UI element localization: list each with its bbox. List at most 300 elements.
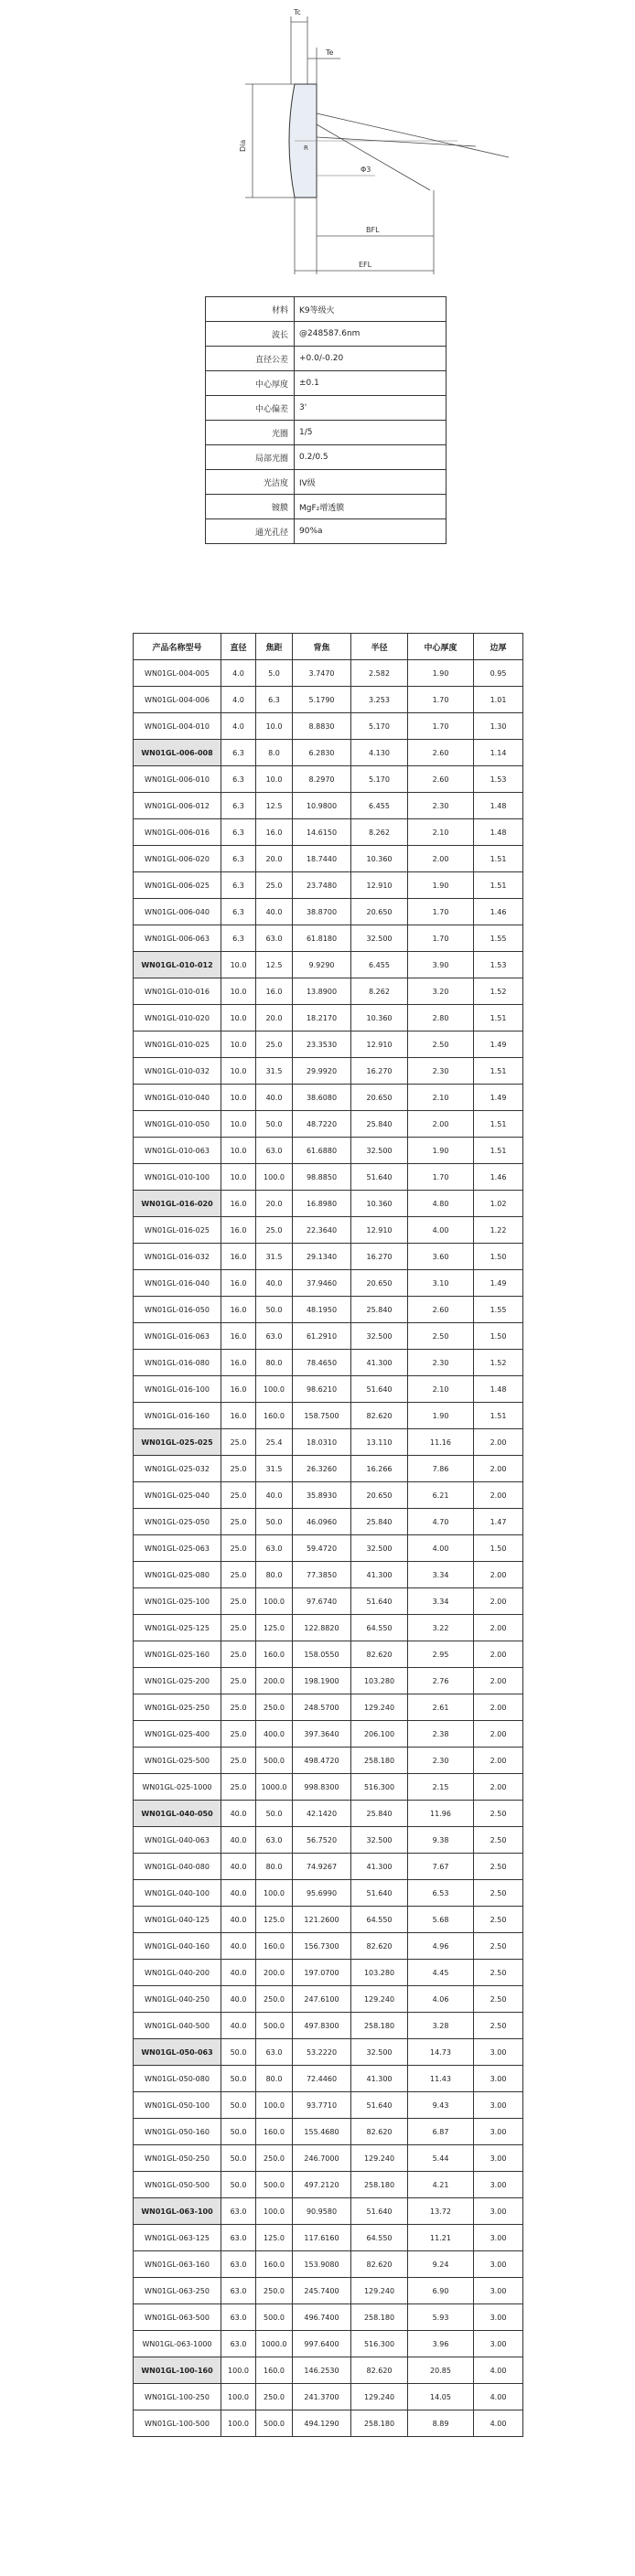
cell-radius: 5.170 xyxy=(351,766,408,793)
cell-back-focal: 14.6150 xyxy=(293,819,351,846)
table-row xyxy=(134,1403,523,1429)
cell-edge-thickness: 1.51 xyxy=(474,1058,523,1085)
cell-edge-thickness: 1.53 xyxy=(474,766,523,793)
cell-focal-length: 100.0 xyxy=(256,1880,293,1907)
cell-diameter: 25.0 xyxy=(221,1456,256,1482)
spec-value: IV级 xyxy=(295,470,447,495)
cell-focal-length: 16.0 xyxy=(256,819,293,846)
cell-edge-thickness: 2.50 xyxy=(474,1854,523,1880)
lens-diagram xyxy=(0,0,635,283)
cell-radius: 20.650 xyxy=(351,1085,408,1111)
cell-radius: 64.550 xyxy=(351,1907,408,1933)
te-label: Te xyxy=(326,48,334,57)
cell-focal-length: 40.0 xyxy=(256,1085,293,1111)
cell-radius: 32.500 xyxy=(351,1827,408,1854)
cell-back-focal: 72.4460 xyxy=(293,2066,351,2092)
spec-key: 材料 xyxy=(206,297,295,322)
cell-back-focal: 74.9267 xyxy=(293,1854,351,1880)
table-row xyxy=(134,1456,523,1482)
cell-focal-length: 125.0 xyxy=(256,2225,293,2251)
cell-back-focal: 497.8300 xyxy=(293,2013,351,2039)
bfl-label: BFL xyxy=(366,226,380,234)
cell-center-thickness: 3.96 xyxy=(408,2331,474,2357)
cell-diameter: 40.0 xyxy=(221,1801,256,1827)
table-row xyxy=(134,1694,523,1721)
cell-diameter: 10.0 xyxy=(221,1138,256,1164)
cell-model: WN01GL-016-050 xyxy=(134,1297,221,1323)
cell-radius: 51.640 xyxy=(351,1880,408,1907)
table-row xyxy=(134,1615,523,1641)
cell-focal-length: 12.5 xyxy=(256,793,293,819)
cell-back-focal: 246.7000 xyxy=(293,2145,351,2172)
cell-diameter: 6.3 xyxy=(221,819,256,846)
cell-model: WN01GL-010-100 xyxy=(134,1164,221,1191)
cell-edge-thickness: 1.49 xyxy=(474,1270,523,1297)
cell-center-thickness: 9.24 xyxy=(408,2251,474,2278)
cell-focal-length: 100.0 xyxy=(256,1588,293,1615)
table-row xyxy=(134,2172,523,2198)
cell-center-thickness: 2.60 xyxy=(408,766,474,793)
cell-radius: 516.300 xyxy=(351,2331,408,2357)
cell-diameter: 25.0 xyxy=(221,1535,256,1562)
phi-label: Φ3 xyxy=(361,166,371,174)
header-model: 产品名称型号 xyxy=(134,634,221,660)
cell-focal-length: 31.5 xyxy=(256,1244,293,1270)
cell-model: WN01GL-040-080 xyxy=(134,1854,221,1880)
cell-center-thickness: 1.70 xyxy=(408,925,474,952)
cell-model: WN01GL-025-025 xyxy=(134,1429,221,1456)
cell-edge-thickness: 3.00 xyxy=(474,2172,523,2198)
cell-center-thickness: 1.70 xyxy=(408,687,474,713)
table-row xyxy=(134,899,523,925)
table-row xyxy=(134,1058,523,1085)
spec-row xyxy=(206,347,447,371)
cell-back-focal: 153.9080 xyxy=(293,2251,351,2278)
cell-focal-length: 63.0 xyxy=(256,2039,293,2066)
cell-focal-length: 80.0 xyxy=(256,1562,293,1588)
cell-model: WN01GL-040-125 xyxy=(134,1907,221,1933)
table-row xyxy=(134,1907,523,1933)
cell-diameter: 63.0 xyxy=(221,2331,256,2357)
cell-radius: 3.253 xyxy=(351,687,408,713)
spec-row xyxy=(206,297,447,322)
cell-focal-length: 50.0 xyxy=(256,1297,293,1323)
cell-center-thickness: 5.68 xyxy=(408,1907,474,1933)
cell-back-focal: 46.0960 xyxy=(293,1509,351,1535)
cell-model: WN01GL-010-063 xyxy=(134,1138,221,1164)
cell-diameter: 63.0 xyxy=(221,2251,256,2278)
cell-radius: 51.640 xyxy=(351,2092,408,2119)
cell-model: WN01GL-050-100 xyxy=(134,2092,221,2119)
spec-key: 直径公差 xyxy=(206,347,295,371)
cell-edge-thickness: 2.00 xyxy=(474,1482,523,1509)
cell-model: WN01GL-016-063 xyxy=(134,1323,221,1350)
table-row xyxy=(134,2039,523,2066)
cell-diameter: 10.0 xyxy=(221,1058,256,1085)
cell-focal-length: 12.5 xyxy=(256,952,293,978)
cell-back-focal: 90.9580 xyxy=(293,2198,351,2225)
table-row xyxy=(134,1827,523,1854)
cell-focal-length: 500.0 xyxy=(256,2304,293,2331)
cell-edge-thickness: 1.49 xyxy=(474,1085,523,1111)
cell-edge-thickness: 1.50 xyxy=(474,1535,523,1562)
cell-edge-thickness: 1.52 xyxy=(474,1350,523,1376)
table-row xyxy=(134,1668,523,1694)
cell-model: WN01GL-040-100 xyxy=(134,1880,221,1907)
table-row xyxy=(134,687,523,713)
spec-value: K9等级火 xyxy=(295,297,447,322)
cell-diameter: 25.0 xyxy=(221,1694,256,1721)
spec-row xyxy=(206,421,447,445)
cell-focal-length: 1000.0 xyxy=(256,2331,293,2357)
cell-diameter: 4.0 xyxy=(221,660,256,687)
cell-edge-thickness: 4.00 xyxy=(474,2410,523,2437)
table-row xyxy=(134,1641,523,1668)
cell-edge-thickness: 4.00 xyxy=(474,2357,523,2384)
cell-diameter: 25.0 xyxy=(221,1748,256,1774)
cell-focal-length: 63.0 xyxy=(256,1827,293,1854)
cell-radius: 82.620 xyxy=(351,1641,408,1668)
cell-center-thickness: 2.00 xyxy=(408,846,474,872)
cell-diameter: 25.0 xyxy=(221,1774,256,1801)
cell-radius: 12.910 xyxy=(351,1031,408,1058)
cell-diameter: 16.0 xyxy=(221,1376,256,1403)
cell-edge-thickness: 3.00 xyxy=(474,2119,523,2145)
cell-diameter: 6.3 xyxy=(221,793,256,819)
cell-radius: 10.360 xyxy=(351,1191,408,1217)
cell-edge-thickness: 3.00 xyxy=(474,2251,523,2278)
spec-value: 90%a xyxy=(295,519,447,544)
cell-model: WN01GL-010-020 xyxy=(134,1005,221,1031)
spec-value: 3' xyxy=(295,396,447,421)
cell-center-thickness: 3.20 xyxy=(408,978,474,1005)
cell-edge-thickness: 2.50 xyxy=(474,1986,523,2013)
cell-radius: 206.100 xyxy=(351,1721,408,1748)
table-row xyxy=(134,1297,523,1323)
cell-back-focal: 97.6740 xyxy=(293,1588,351,1615)
cell-model: WN01GL-006-016 xyxy=(134,819,221,846)
cell-edge-thickness: 1.01 xyxy=(474,687,523,713)
cell-radius: 16.270 xyxy=(351,1244,408,1270)
table-row xyxy=(134,2013,523,2039)
cell-edge-thickness: 2.00 xyxy=(474,1668,523,1694)
cell-edge-thickness: 2.50 xyxy=(474,2013,523,2039)
cell-edge-thickness: 3.00 xyxy=(474,2066,523,2092)
cell-back-focal: 18.2170 xyxy=(293,1005,351,1031)
cell-model: WN01GL-016-025 xyxy=(134,1217,221,1244)
cell-diameter: 100.0 xyxy=(221,2384,256,2410)
cell-radius: 41.300 xyxy=(351,1350,408,1376)
cell-radius: 2.582 xyxy=(351,660,408,687)
table-row xyxy=(134,1880,523,1907)
cell-model: WN01GL-016-040 xyxy=(134,1270,221,1297)
cell-radius: 41.300 xyxy=(351,1562,408,1588)
cell-model: WN01GL-040-160 xyxy=(134,1933,221,1960)
cell-center-thickness: 2.76 xyxy=(408,1668,474,1694)
table-row xyxy=(134,1164,523,1191)
table-row xyxy=(134,819,523,846)
cell-back-focal: 98.8850 xyxy=(293,1164,351,1191)
cell-center-thickness: 6.87 xyxy=(408,2119,474,2145)
cell-back-focal: 48.1950 xyxy=(293,1297,351,1323)
cell-edge-thickness: 1.49 xyxy=(474,1031,523,1058)
spec-value: ±0.1 xyxy=(295,371,447,396)
cell-center-thickness: 2.15 xyxy=(408,1774,474,1801)
cell-center-thickness: 2.60 xyxy=(408,1297,474,1323)
cell-back-focal: 61.2910 xyxy=(293,1323,351,1350)
cell-focal-length: 125.0 xyxy=(256,1907,293,1933)
cell-back-focal: 37.9460 xyxy=(293,1270,351,1297)
cell-radius: 103.280 xyxy=(351,1960,408,1986)
cell-center-thickness: 13.72 xyxy=(408,2198,474,2225)
table-row xyxy=(134,1986,523,2013)
cell-edge-thickness: 1.46 xyxy=(474,899,523,925)
cell-radius: 32.500 xyxy=(351,1323,408,1350)
cell-center-thickness: 5.44 xyxy=(408,2145,474,2172)
cell-focal-length: 10.0 xyxy=(256,766,293,793)
cell-back-focal: 158.7500 xyxy=(293,1403,351,1429)
cell-back-focal: 5.1790 xyxy=(293,687,351,713)
table-row xyxy=(134,2198,523,2225)
table-row xyxy=(134,740,523,766)
cell-edge-thickness: 2.00 xyxy=(474,1721,523,1748)
cell-diameter: 50.0 xyxy=(221,2066,256,2092)
cell-edge-thickness: 2.50 xyxy=(474,1907,523,1933)
cell-edge-thickness: 1.51 xyxy=(474,1005,523,1031)
cell-model: WN01GL-010-025 xyxy=(134,1031,221,1058)
cell-focal-length: 63.0 xyxy=(256,1323,293,1350)
cell-diameter: 40.0 xyxy=(221,2013,256,2039)
cell-focal-length: 40.0 xyxy=(256,1482,293,1509)
cell-center-thickness: 2.61 xyxy=(408,1694,474,1721)
cell-diameter: 40.0 xyxy=(221,1907,256,1933)
header-radius: 半径 xyxy=(351,634,408,660)
cell-diameter: 63.0 xyxy=(221,2304,256,2331)
cell-back-focal: 997.6400 xyxy=(293,2331,351,2357)
cell-edge-thickness: 1.02 xyxy=(474,1191,523,1217)
cell-back-focal: 197.0700 xyxy=(293,1960,351,1986)
header-diameter: 直径 xyxy=(221,634,256,660)
cell-back-focal: 59.4720 xyxy=(293,1535,351,1562)
cell-model: WN01GL-004-010 xyxy=(134,713,221,740)
cell-focal-length: 500.0 xyxy=(256,2013,293,2039)
cell-model: WN01GL-016-100 xyxy=(134,1376,221,1403)
cell-diameter: 10.0 xyxy=(221,952,256,978)
cell-focal-length: 100.0 xyxy=(256,1164,293,1191)
cell-radius: 16.266 xyxy=(351,1456,408,1482)
cell-radius: 32.500 xyxy=(351,1138,408,1164)
cell-back-focal: 8.8830 xyxy=(293,713,351,740)
cell-center-thickness: 7.86 xyxy=(408,1456,474,1482)
cell-back-focal: 497.2120 xyxy=(293,2172,351,2198)
cell-diameter: 40.0 xyxy=(221,1960,256,1986)
cell-model: WN01GL-040-063 xyxy=(134,1827,221,1854)
cell-focal-length: 50.0 xyxy=(256,1509,293,1535)
cell-center-thickness: 1.90 xyxy=(408,1403,474,1429)
cell-diameter: 25.0 xyxy=(221,1509,256,1535)
cell-radius: 258.180 xyxy=(351,2410,408,2437)
table-row xyxy=(134,1217,523,1244)
table-row xyxy=(134,1429,523,1456)
cell-diameter: 25.0 xyxy=(221,1429,256,1456)
cell-back-focal: 77.3850 xyxy=(293,1562,351,1588)
cell-center-thickness: 2.38 xyxy=(408,1721,474,1748)
cell-radius: 129.240 xyxy=(351,1694,408,1721)
table-row xyxy=(134,1748,523,1774)
cell-focal-length: 50.0 xyxy=(256,1111,293,1138)
table-row xyxy=(134,1933,523,1960)
cell-focal-length: 25.0 xyxy=(256,872,293,899)
cell-focal-length: 160.0 xyxy=(256,2119,293,2145)
dia-label: Dia xyxy=(239,139,247,152)
cell-diameter: 50.0 xyxy=(221,2172,256,2198)
cell-back-focal: 98.6210 xyxy=(293,1376,351,1403)
cell-back-focal: 8.2970 xyxy=(293,766,351,793)
cell-model: WN01GL-050-250 xyxy=(134,2145,221,2172)
cell-center-thickness: 2.50 xyxy=(408,1323,474,1350)
cell-edge-thickness: 1.51 xyxy=(474,1111,523,1138)
table-row xyxy=(134,1323,523,1350)
cell-focal-length: 500.0 xyxy=(256,2410,293,2437)
cell-edge-thickness: 1.30 xyxy=(474,713,523,740)
spec-key: 局部光圈 xyxy=(206,445,295,470)
cell-diameter: 63.0 xyxy=(221,2198,256,2225)
cell-model: WN01GL-010-040 xyxy=(134,1085,221,1111)
cell-radius: 129.240 xyxy=(351,1986,408,2013)
cell-back-focal: 53.2220 xyxy=(293,2039,351,2066)
cell-back-focal: 61.8180 xyxy=(293,925,351,952)
table-row xyxy=(134,1350,523,1376)
table-row xyxy=(134,2066,523,2092)
cell-back-focal: 23.7480 xyxy=(293,872,351,899)
cell-focal-length: 80.0 xyxy=(256,1350,293,1376)
cell-center-thickness: 2.30 xyxy=(408,1058,474,1085)
cell-back-focal: 6.2830 xyxy=(293,740,351,766)
cell-center-thickness: 2.00 xyxy=(408,1111,474,1138)
cell-edge-thickness: 3.00 xyxy=(474,2331,523,2357)
cell-edge-thickness: 3.00 xyxy=(474,2304,523,2331)
cell-back-focal: 3.7470 xyxy=(293,660,351,687)
cell-edge-thickness: 2.00 xyxy=(474,1748,523,1774)
table-row xyxy=(134,2278,523,2304)
table-row xyxy=(134,1774,523,1801)
table-row xyxy=(134,1138,523,1164)
cell-radius: 13.110 xyxy=(351,1429,408,1456)
cell-center-thickness: 1.70 xyxy=(408,713,474,740)
cell-back-focal: 22.3640 xyxy=(293,1217,351,1244)
cell-model: WN01GL-016-080 xyxy=(134,1350,221,1376)
cell-focal-length: 250.0 xyxy=(256,1694,293,1721)
cell-model: WN01GL-050-063 xyxy=(134,2039,221,2066)
cell-model: WN01GL-040-200 xyxy=(134,1960,221,1986)
cell-center-thickness: 2.80 xyxy=(408,1005,474,1031)
cell-center-thickness: 1.70 xyxy=(408,1164,474,1191)
spec-value: @248587.6nm xyxy=(295,322,447,347)
cell-radius: 51.640 xyxy=(351,1588,408,1615)
cell-focal-length: 160.0 xyxy=(256,2251,293,2278)
cell-back-focal: 998.8300 xyxy=(293,1774,351,1801)
cell-center-thickness: 4.00 xyxy=(408,1535,474,1562)
cell-model: WN01GL-050-500 xyxy=(134,2172,221,2198)
cell-diameter: 50.0 xyxy=(221,2119,256,2145)
cell-diameter: 16.0 xyxy=(221,1217,256,1244)
spec-row xyxy=(206,371,447,396)
cell-diameter: 6.3 xyxy=(221,899,256,925)
cell-diameter: 40.0 xyxy=(221,1933,256,1960)
cell-back-focal: 48.7220 xyxy=(293,1111,351,1138)
cell-center-thickness: 1.90 xyxy=(408,660,474,687)
cell-radius: 129.240 xyxy=(351,2145,408,2172)
cell-edge-thickness: 1.50 xyxy=(474,1244,523,1270)
cell-model: WN01GL-006-025 xyxy=(134,872,221,899)
cell-model: WN01GL-063-125 xyxy=(134,2225,221,2251)
cell-back-focal: 498.4720 xyxy=(293,1748,351,1774)
cell-radius: 516.300 xyxy=(351,1774,408,1801)
cell-radius: 20.650 xyxy=(351,1482,408,1509)
cell-edge-thickness: 1.14 xyxy=(474,740,523,766)
cell-model: WN01GL-010-050 xyxy=(134,1111,221,1138)
cell-focal-length: 20.0 xyxy=(256,846,293,872)
table-row xyxy=(134,846,523,872)
cell-model: WN01GL-040-250 xyxy=(134,1986,221,2013)
cell-edge-thickness: 2.50 xyxy=(474,1827,523,1854)
cell-back-focal: 247.6100 xyxy=(293,1986,351,2013)
cell-back-focal: 198.1900 xyxy=(293,1668,351,1694)
spec-key: 光圈 xyxy=(206,421,295,445)
cell-edge-thickness: 2.50 xyxy=(474,1880,523,1907)
cell-focal-length: 25.0 xyxy=(256,1217,293,1244)
cell-center-thickness: 2.30 xyxy=(408,793,474,819)
cell-edge-thickness: 1.52 xyxy=(474,978,523,1005)
efl-label: EFL xyxy=(359,261,372,269)
cell-radius: 12.910 xyxy=(351,872,408,899)
cell-focal-length: 160.0 xyxy=(256,1403,293,1429)
cell-model: WN01GL-006-010 xyxy=(134,766,221,793)
cell-center-thickness: 20.85 xyxy=(408,2357,474,2384)
table-row xyxy=(134,1535,523,1562)
cell-diameter: 16.0 xyxy=(221,1323,256,1350)
table-row xyxy=(134,2092,523,2119)
cell-focal-length: 10.0 xyxy=(256,713,293,740)
cell-radius: 103.280 xyxy=(351,1668,408,1694)
cell-center-thickness: 11.16 xyxy=(408,1429,474,1456)
table-row xyxy=(134,1244,523,1270)
cell-model: WN01GL-100-500 xyxy=(134,2410,221,2437)
product-table-header xyxy=(134,634,523,660)
cell-edge-thickness: 2.50 xyxy=(474,1960,523,1986)
table-row xyxy=(134,1960,523,1986)
table-row xyxy=(134,1482,523,1509)
table-row xyxy=(134,1191,523,1217)
cell-radius: 129.240 xyxy=(351,2384,408,2410)
cell-diameter: 6.3 xyxy=(221,846,256,872)
cell-radius: 82.620 xyxy=(351,2251,408,2278)
cell-focal-length: 250.0 xyxy=(256,2145,293,2172)
cell-diameter: 16.0 xyxy=(221,1297,256,1323)
cell-radius: 8.262 xyxy=(351,978,408,1005)
spec-key: 镀膜 xyxy=(206,495,295,519)
cell-back-focal: 38.8700 xyxy=(293,899,351,925)
cell-focal-length: 250.0 xyxy=(256,2384,293,2410)
cell-center-thickness: 2.30 xyxy=(408,1748,474,1774)
table-row xyxy=(134,1111,523,1138)
table-row xyxy=(134,2251,523,2278)
cell-model: WN01GL-025-250 xyxy=(134,1694,221,1721)
cell-center-thickness: 3.22 xyxy=(408,1615,474,1641)
cell-focal-length: 25.4 xyxy=(256,1429,293,1456)
cell-center-thickness: 2.10 xyxy=(408,1085,474,1111)
spec-value: 1/5 xyxy=(295,421,447,445)
